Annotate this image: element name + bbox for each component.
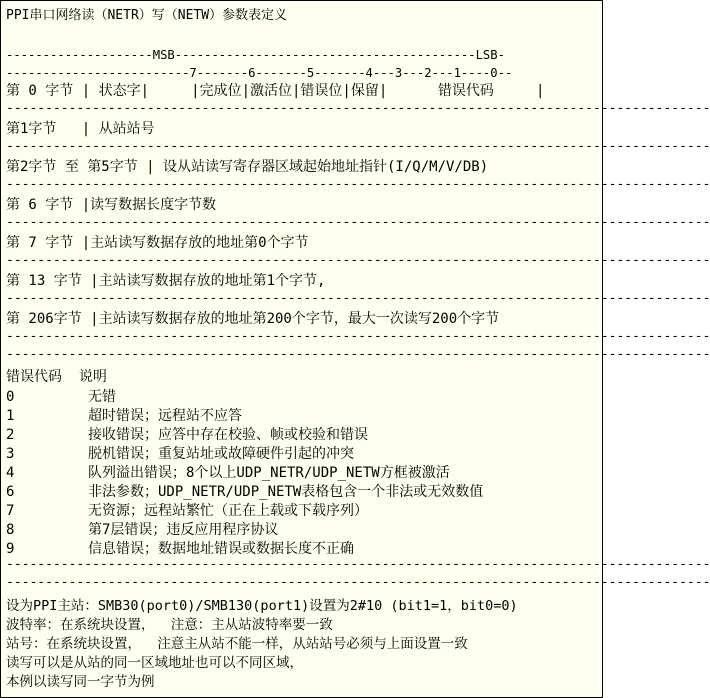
note-line: 设为PPI主站：SMB30(port0)/SMB130(port1)设置为2#10 (bit1=1，bit0=0) bbox=[6, 598, 518, 614]
error-code: 8 bbox=[6, 522, 15, 538]
error-code: 2 bbox=[6, 427, 15, 443]
separator: ------------------------------------------------------------------------------------------ bbox=[6, 253, 710, 268]
byte-row: 第2字节 至 第5字节 | 设从站读写寄存器区域起始地址指针(I/Q/M/V/DB) bbox=[6, 159, 489, 175]
bit-number-ruler: -------------------------7-------6-------5-------4---3---2---1----0-- bbox=[6, 66, 513, 80]
byte0-status-row: 第 0 字节 | 状态字| |完成位|激活位|错误位|保留| 错误代码 | bbox=[6, 83, 545, 99]
error-description: 非法参数；UDP_NETR/UDP_NETW表格包含一个非法或无效数值 bbox=[88, 484, 484, 500]
byte-row: 第 6 字节 |读写数据长度字节数 bbox=[6, 197, 217, 213]
note-line: 波特率：在系统块设置， 注意：主从站波特率要一致 bbox=[6, 617, 333, 633]
byte-row: 第 206字节 |主站读写数据存放的地址第200个字节，最大一次读写200个字节 bbox=[6, 311, 500, 327]
note-line: 站号：在系统块设置， 注意主从站不能一样，从站站号必须与上面设置一致 bbox=[6, 636, 468, 652]
error-description: 队列溢出错误；8个以上UDP_NETR/UDP_NETW方框被激活 bbox=[88, 465, 450, 481]
msb-lsb-ruler: --------------------MSB-----------------------------------------LSB- bbox=[6, 48, 505, 62]
separator: ------------------------------------------------------------------------------------------ bbox=[6, 329, 710, 344]
note-line: 本例以读写同一字节为例 bbox=[6, 674, 155, 690]
separator: ------------------------------------------------------------------------------------------ bbox=[6, 101, 710, 116]
error-code: 1 bbox=[6, 408, 15, 424]
separator: ------------------------------------------------------------------------------------------ bbox=[6, 575, 710, 590]
error-description: 信息错误；数据地址错误或数据长度不正确 bbox=[88, 541, 354, 557]
error-description: 第7层错误；违反应用程序协议 bbox=[88, 522, 279, 538]
note-line: 读写可以是从站的同一区域地址也可以不同区域， bbox=[6, 655, 303, 671]
error-code: 7 bbox=[6, 503, 15, 519]
separator: ------------------------------------------------------------------------------------------ bbox=[6, 139, 710, 154]
error-description: 无资源；远程站繁忙（正在上载或下载序列） bbox=[88, 503, 368, 519]
separator: ------------------------------------------------------------------------------------------ bbox=[6, 557, 710, 572]
error-description: 接收错误；应答中存在校验、帧或校验和错误 bbox=[88, 427, 368, 443]
error-code: 6 bbox=[6, 484, 15, 500]
doc-title: PPI串口网络读（NETR）写（NETW）参数表定义 bbox=[6, 8, 288, 23]
byte-row: 第 13 字节 |主站读写数据存放的地址第1个字节, bbox=[6, 273, 326, 289]
byte-row: 第 7 字节 |主站读写数据存放的地址第0个字节 bbox=[6, 235, 309, 251]
error-description: 无错 bbox=[88, 389, 116, 405]
error-code: 9 bbox=[6, 541, 15, 557]
error-code: 0 bbox=[6, 389, 15, 405]
byte-row: 第1字节 | 从站站号 bbox=[6, 121, 155, 137]
separator: ------------------------------------------------------------------------------------------ bbox=[6, 291, 710, 306]
error-code: 3 bbox=[6, 446, 15, 462]
error-description: 脱机错误；重复站址或故障硬件引起的冲突 bbox=[88, 446, 354, 462]
error-description: 超时错误；远程站不应答 bbox=[88, 408, 242, 424]
separator: ------------------------------------------------------------------------------------------ bbox=[6, 347, 710, 362]
separator: ------------------------------------------------------------------------------------------ bbox=[6, 215, 710, 230]
error-table-header: 错误代码 说明 bbox=[6, 369, 107, 385]
separator: ------------------------------------------------------------------------------------------ bbox=[6, 177, 710, 192]
error-code: 4 bbox=[6, 465, 15, 481]
